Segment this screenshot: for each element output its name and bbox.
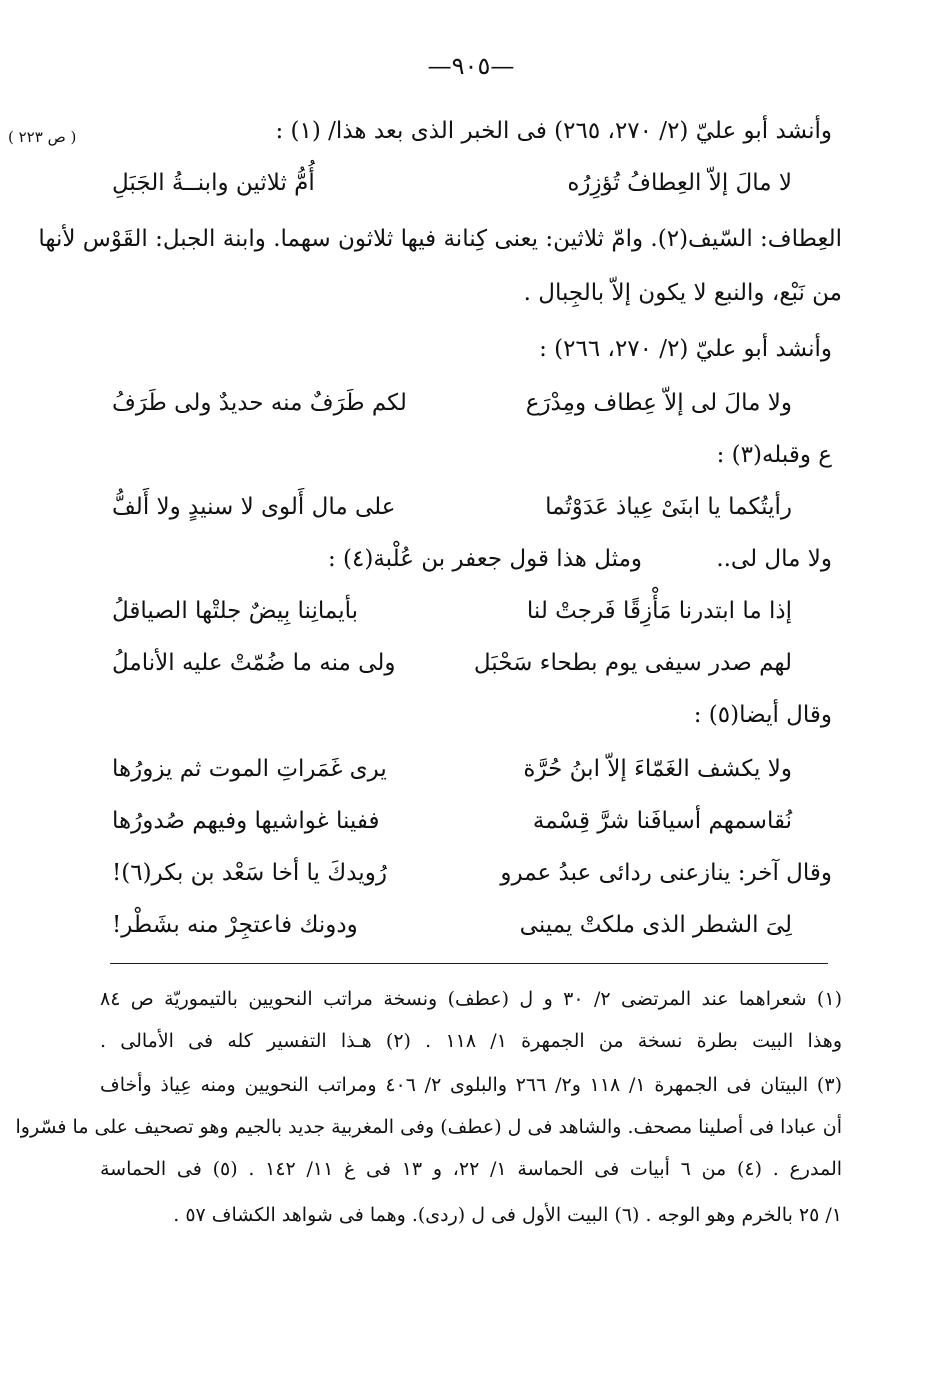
text-line: ع وقبله(٣) : xyxy=(716,442,832,468)
footnote-divider xyxy=(110,963,828,964)
verse-hemistich: أُمُّ ثلاثين وابنــةُ الجَبَلِ xyxy=(112,170,315,196)
verse-hemistich: ولى منه ما ضُمّتْ عليه الأناملُ xyxy=(112,650,396,676)
verse-hemistich: لهم صدر سيفى يوم بطحاء سَحْبَل xyxy=(473,650,792,676)
text-line: وأنشد أبو عليّ (٢/ ٢٧٠، ٢٦٦) : xyxy=(539,336,832,362)
verse-hemistich: ففينا غواشيها وفيهم صُدورُها xyxy=(112,808,380,834)
text-line: ومثل هذا قول جعفر بن عُلْبة(٤) : xyxy=(327,546,642,572)
verse-hemistich: على مال أَلوى لا سنيدٍ ولا أَلفُّ xyxy=(112,494,396,520)
verse-hemistich: بأيمانِنا بِيضٌ جلتْها الصياقلُ xyxy=(112,598,359,624)
text-line: العِطاف: السّيف(٢). وامّ ثلاثين: يعنى كِنانة فيها ثلاثون سهما. وابنة الجبل: القَوْس لأنها xyxy=(38,226,842,252)
footnote-line: (١) شعراهما عند المرتضى ٢/ ٣٠ و ل (عطف) ونسخة مراتب النحويين بالتيموريّة ص ٨٤ xyxy=(100,988,842,1010)
verse-hemistich: يرى غَمَراتِ الموت ثم يزورُها xyxy=(112,756,387,782)
margin-reference: ( ص ٢٢٣ ) xyxy=(8,128,77,146)
verse-hemistich: رُويدكَ يا أخا سَعْد بن بكر(٦)! xyxy=(112,860,387,886)
footnote-line: ١/ ٢٥ بالخرم وهو الوجه . (٦) البيت الأول فى ل (ردى). وهما فى شواهد الكشاف ٥٧ . xyxy=(173,1204,842,1226)
text-line: وأنشد أبو عليّ (٢/ ٢٧٠، ٢٦٥) فى الخبر الذى بعد هذا/ (١) : xyxy=(275,118,832,144)
footnote-line: أن عبادا فى أصلينا مصحف. والشاهد فى ل (عطف) وفى المغربية جديد بالجيم وهو تصحيف على ما فسّروا xyxy=(15,1116,842,1138)
verse-hemistich: ولا مالَ لى إلاّ عِطاف ومِدْرَع xyxy=(525,390,792,416)
text-line: ولا مال لى.. xyxy=(716,546,832,572)
verse-hemistich: إذا ما ابتدرنا مَأْزِقًا فَرجتْ لنا xyxy=(526,598,792,624)
verse-hemistich: لكم طَرَفٌ منه حديدٌ ولى طَرَفُ xyxy=(112,390,407,416)
verse-hemistich: ودونك فاعتجِرْ منه بشَطْر! xyxy=(112,912,358,938)
footnote-line: (٣) البيتان فى الجمهرة ١/ ١١٨ و٢/ ٢٦٦ والبلوى ٢/ ٤٠٦ ومراتب النحويين ومنه عِياذ وأخاف xyxy=(100,1074,842,1096)
verse-hemistich: وقال آخر: ينازعنى ردائى عبدُ عمرو xyxy=(500,860,832,886)
footnote-line: المدرع . (٤) من ٦ أبيات فى الحماسة ١/ ٢٢، و ١٣ فى غ ١١/ ١٤٢ . (٥) فى الحماسة xyxy=(100,1158,843,1180)
verse-hemistich: نُقاسمهم أسيافَنا شرَّ قِسْمة xyxy=(532,808,792,834)
text-line: من نَبْع، والنبع لا يكون إلاّ بالجِبال . xyxy=(523,280,842,306)
verse-hemistich: رأيتُكما يا ابنَىْ عِياذ عَدَوْتُما xyxy=(545,494,792,520)
verse-hemistich: لا مالَ إلاّ العِطافُ تُؤزِرُه xyxy=(567,170,792,196)
verse-hemistich: لِىَ الشطر الذى ملكتْ يمينى xyxy=(519,912,792,938)
text-line: وقال أيضا(٥) : xyxy=(693,702,832,728)
footnote-line: وهذا البيت بطرة نسخة من الجمهرة ١/ ١١٨ . (٢) هـذا التفسير كله فى الأمالى . xyxy=(100,1030,842,1052)
page-number: —٩٠٥— xyxy=(427,52,515,80)
verse-hemistich: ولا يكشف الغَمّاءَ إلاّ ابنُ حُرَّة xyxy=(523,756,792,782)
